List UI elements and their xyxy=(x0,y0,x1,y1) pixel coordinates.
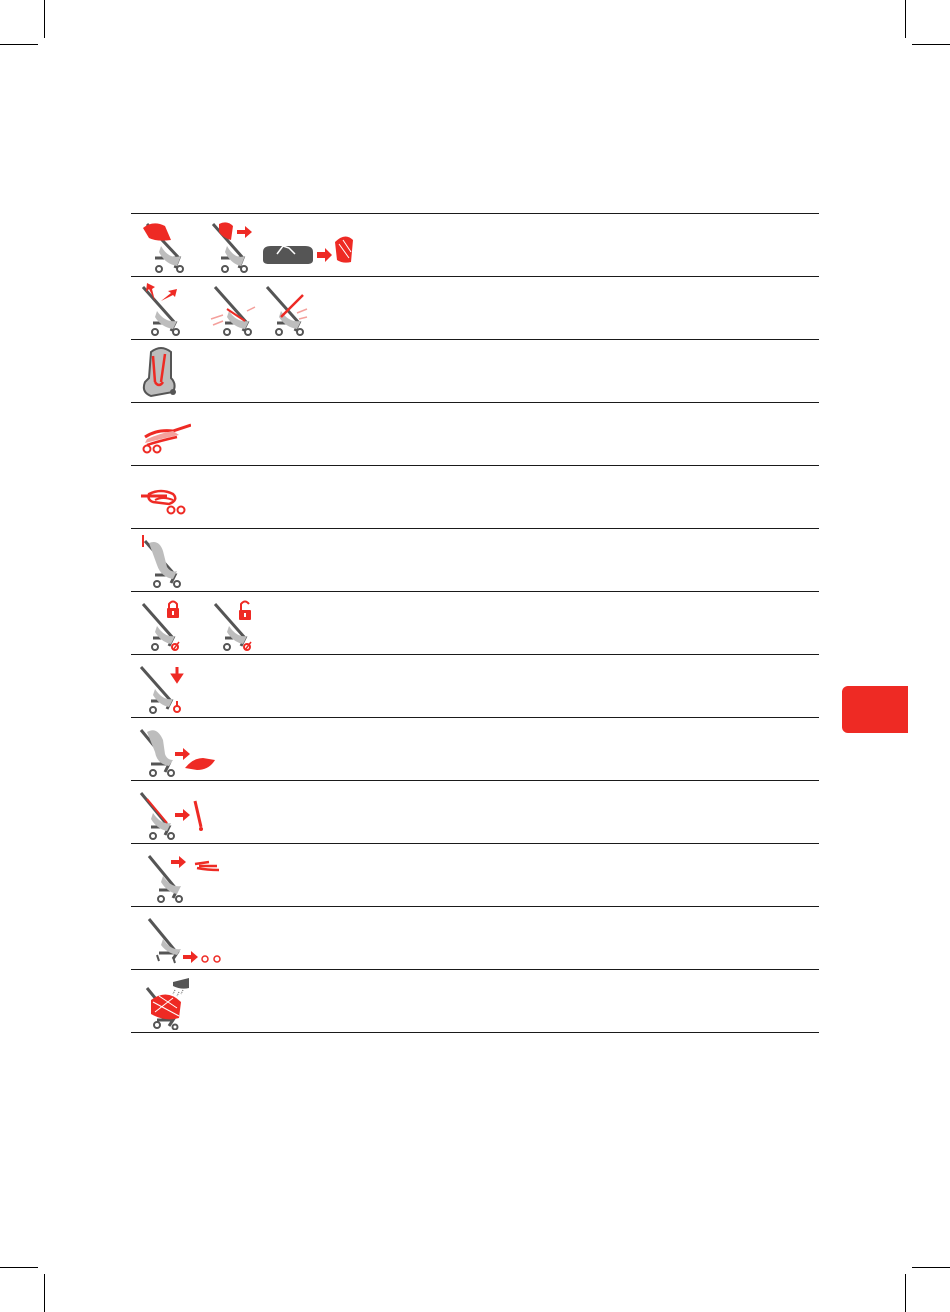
crop-mark xyxy=(905,0,906,38)
folded-stroller-compact-icon xyxy=(139,470,191,526)
seat-harness-icon xyxy=(137,344,187,400)
table-row xyxy=(131,465,819,528)
table-row xyxy=(131,528,819,591)
crop-mark xyxy=(44,0,45,38)
crop-mark xyxy=(905,1274,906,1312)
table-row xyxy=(131,654,819,717)
table-row xyxy=(131,339,819,402)
canopy-bag-to-canopy-icon xyxy=(259,218,355,274)
swivel-wheel-lock-icon xyxy=(137,659,187,715)
table-row xyxy=(131,717,819,780)
backrest-flat-icon xyxy=(259,281,309,337)
table-row xyxy=(131,843,819,906)
canopy-removal-icon xyxy=(207,218,253,274)
crop-mark xyxy=(0,44,38,45)
table-row xyxy=(131,591,819,654)
table-row xyxy=(131,213,819,276)
backrest-recline-icon xyxy=(135,281,185,337)
table-row xyxy=(131,276,819,339)
crop-mark xyxy=(0,1267,38,1268)
table-row xyxy=(131,969,819,1033)
backrest-upright-icon xyxy=(207,281,257,337)
folded-stroller-icon xyxy=(139,407,191,463)
remove-wheels-icon xyxy=(137,911,227,967)
table-row xyxy=(131,780,819,843)
table-row xyxy=(131,402,819,465)
brake-locked-icon xyxy=(135,596,187,652)
stroller-handle-icon xyxy=(137,533,187,589)
crop-mark xyxy=(912,1267,950,1268)
rain-cover-icon xyxy=(137,974,197,1030)
crop-mark xyxy=(44,1274,45,1312)
crop-mark xyxy=(912,44,950,45)
stroller-canopy-icon xyxy=(135,218,185,274)
icon-table xyxy=(131,213,819,1033)
remove-frame-part-icon xyxy=(137,785,217,841)
table-row xyxy=(131,906,819,969)
chapter-tab xyxy=(842,686,908,733)
brake-unlocked-icon xyxy=(207,596,259,652)
remove-handlebar-cover-icon xyxy=(137,848,223,904)
remove-seat-cover-icon xyxy=(137,722,217,778)
